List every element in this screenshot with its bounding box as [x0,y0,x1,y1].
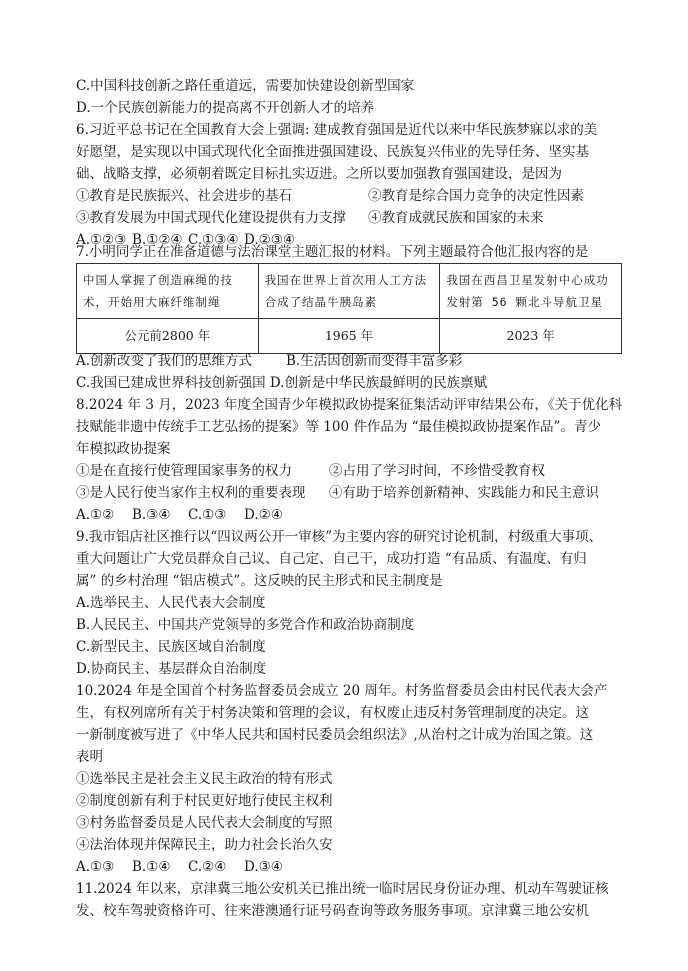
q7-choice-a: A.创新改变了我们的思维方式 [76,353,253,369]
q10-choice-a: A.①③ [76,859,115,875]
q10-statement-3: ③村务监督委员是人民代表大会制度的写照 [76,815,333,831]
q8-statement-2: ②占用了学习时间，不珍惜受教育权 [329,463,545,479]
q7-choice-b: B.生活因创新而变得丰富多彩 [286,353,463,369]
q8-stem-line-3: 年模拟政协提案 [76,441,171,457]
q5-option-d: D.一个民族创新能力的提高离不开创新人才的培养 [76,100,375,116]
table-cell-year-3: 2023 年 [440,319,622,354]
q10-stem-line-1: 10.2024 年是全国首个村务监督委员会成立 20 周年。村务监督委员会由村民代表大会产 [76,683,608,699]
q10-choice-b: B.①④ [132,859,171,875]
q6-choice-a: A.①②③ [76,232,127,248]
table-cell-year-1: 公元前2800 年 [77,319,259,354]
q10-stem-line-3: 一新制度被写进了《中华人民共和国村民委员会组织法》,从治村之计成为治国之策。这 [76,727,594,743]
q8-choice-d: D.②④ [244,507,283,523]
q6-stem-line-3: 础、战略支撑，必须朝着既定目标扎实迈进。之所以要加强教育强国建设，是因为 [76,166,562,182]
q10-statement-2: ②制度创新有利于村民更好地行使民主权利 [76,793,333,809]
q6-statement-2: ②教育是综合国力竞争的决定性因素 [368,188,584,204]
q8-choice-a: A.①② [76,507,115,523]
q10-choice-d: D.③④ [244,859,283,875]
table-cell-event-3: 我国在西昌卫星发射中心成功发射第 56 颗北斗导航卫星 [440,264,622,319]
q6-statement-1: ①教育是民族振兴、社会进步的基石 [76,188,292,204]
q6-statement-4: ④教育成就民族和国家的未来 [368,210,544,226]
q9-choice-b: B.人民民主、中国共产党领导的多党合作和政治协商制度 [76,617,415,633]
q9-choice-a: A.选举民主、人民代表大会制度 [76,595,266,611]
q8-choice-b: B.③④ [132,507,171,523]
table-row-years [77,319,622,354]
q5-option-c: C.中国科技创新之路任重道远，需要加快建设创新型国家 [76,78,415,94]
q9-stem-line-2: 重大问题让广大党员群众自己议、自己定、自己干，成功打造 “有品质、有温度、有归 [76,551,587,567]
q6-choice-d: D.②③④ [244,232,295,248]
q10-statement-1: ①选举民主是社会主义民主政治的特有形式 [76,771,333,787]
q8-stem-line-2: 技赋能非遗中传统手工艺弘扬的提案》等 100 件作品为 “最佳模拟政协提案作品”。青少 [76,419,601,435]
q8-choice-c: C.①③ [188,507,227,523]
q10-stem-line-4: 表明 [76,749,103,765]
q11-stem-line-1: 11.2024 年以来，京津冀三地公安机关已推出统一临时居民身份证办理、机动车驾驶证核 [76,881,609,897]
q7-choices-cd: C.我国已建成世界科技创新强国 D.创新是中华民族最鲜明的民族禀赋 [76,375,488,391]
table-cell-event-2: 我国在世界上首次用人工方法合成了结晶牛胰岛素 [258,264,440,319]
q9-choice-c: C.新型民主、民族区域自治制度 [76,639,266,655]
q10-choice-c: C.②④ [188,859,227,875]
q10-stem-line-2: 生，有权列席所有关于村务决策和管理的会议，有权废止违反村务管理制度的决定。这 [76,705,589,721]
q9-stem-line-3: 属” 的乡村治理 “铝店模式”。这反映的民主形式和民主制度是 [76,573,443,589]
q8-stem-line-1: 8.2024 年 3 月，2023 年度全国青少年模拟政协提案征集活动评审结果公布，《关于优化科 [76,397,623,413]
q8-statement-1: ①是在直接行使管理国家事务的权力 [76,463,292,479]
q7-stem: 7.小明同学正在准备道德与法治课堂主题汇报的材料。下列主题最符合他汇报内容的是 [76,244,589,260]
q6-choice-c: C.①③④ [188,232,239,248]
q9-stem-line-1: 9.我市铝店社区推行以“四议两公开一审核”为主要内容的研究讨论机制，村级重大事项、 [76,529,603,545]
table-cell-year-2: 1965 年 [258,319,440,354]
q6-statement-3: ③教育发展为中国式现代化建设提供有力支撑 [76,210,346,226]
q9-choice-d: D.协商民主、基层群众自治制度 [76,661,267,677]
q8-statement-3: ③是人民行使当家作主权利的重要表现 [76,485,306,501]
q6-choice-b: B.①②④ [132,232,183,248]
table-row-events [77,264,622,319]
q6-stem-line-1: 6.习近平总书记在全国教育大会上强调: 建成教育强国是近代以来中华民族梦寐以求的美 [76,122,598,138]
q10-statement-4: ④法治体现并保障民主，助力社会长治久安 [76,837,333,853]
q11-stem-line-2: 发、校车驾驶资格许可、往来港澳通行证号码查询等政务服务事项。京津冀三地公安机 [76,903,589,919]
table-cell-event-1: 中国人掌握了创造麻绳的技术，开始用大麻纤维制绳 [77,264,259,319]
q8-statement-4: ④有助于培养创新精神、实践能力和民主意识 [329,485,599,501]
q7-material-table [76,263,622,354]
q6-stem-line-2: 好愿望，是实现以中国式现代化全面推进强国建设、民族复兴伟业的先导任务、坚实基 [76,144,589,160]
